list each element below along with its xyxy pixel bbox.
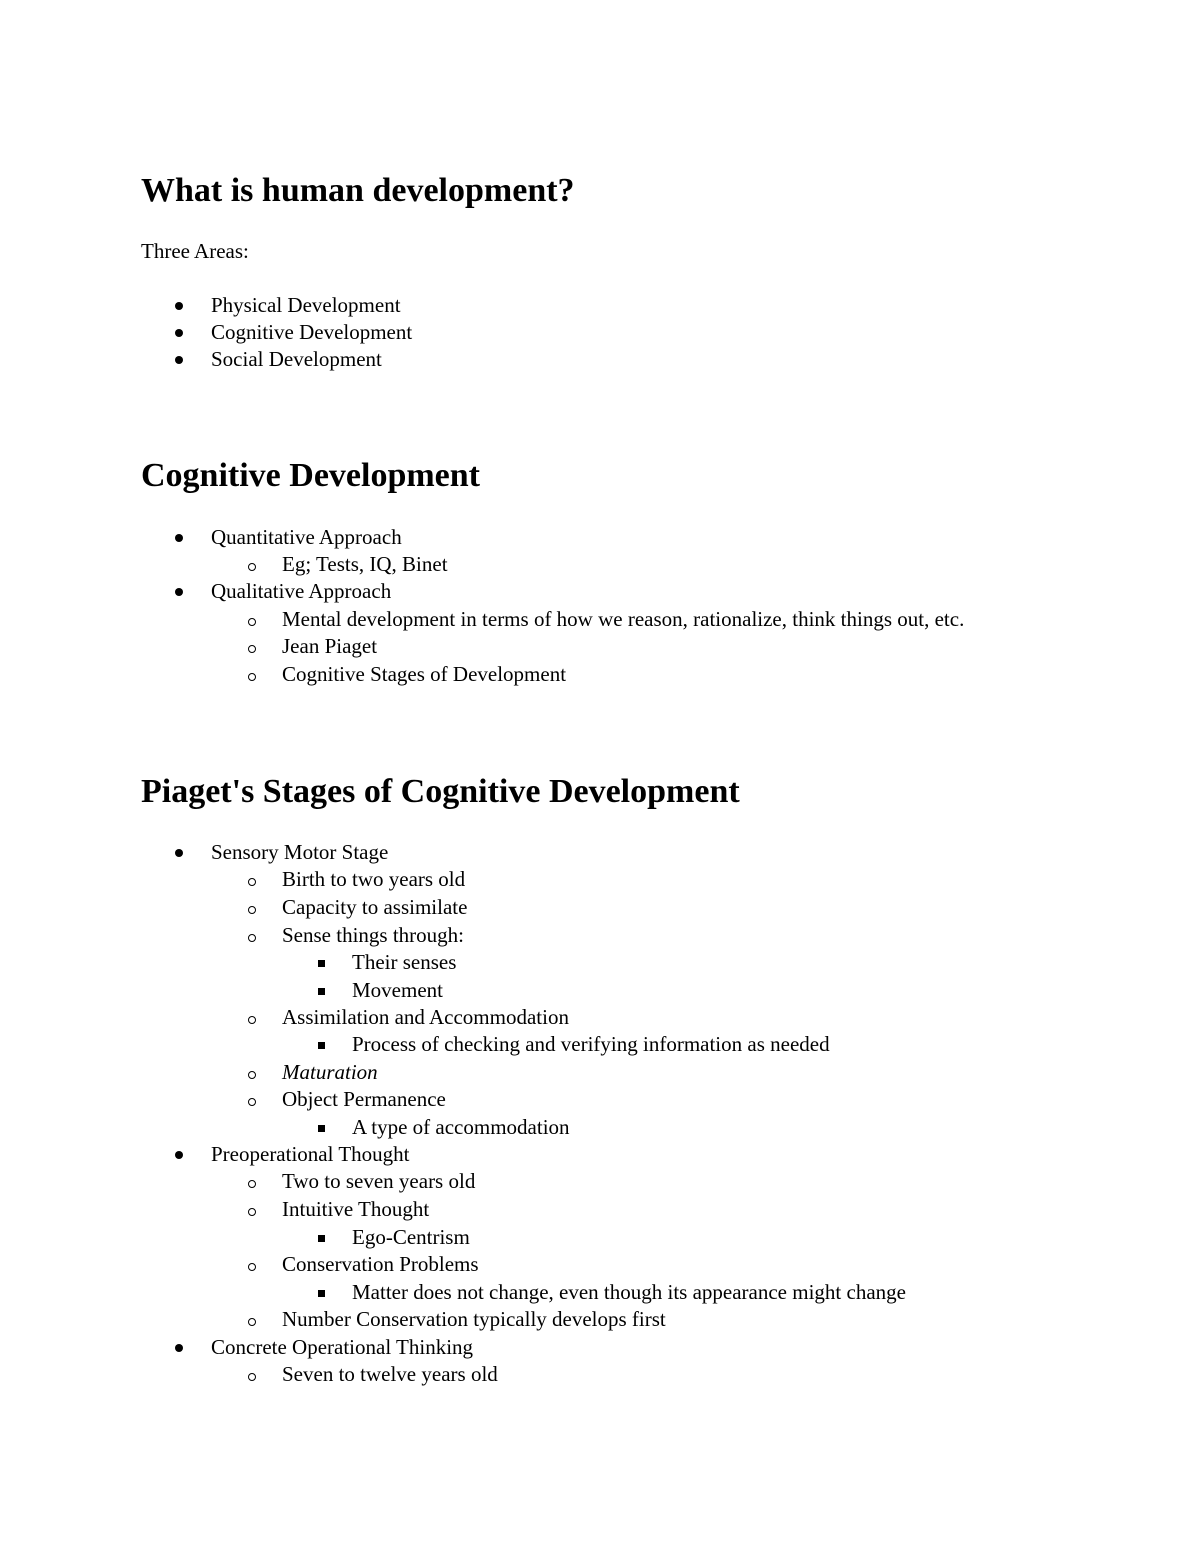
bullet-circle-icon [248,618,256,626]
list-item: Jean Piaget [282,633,377,660]
bullet-square-icon [318,960,325,967]
heading-piaget-stages: Piaget's Stages of Cognitive Development [141,773,740,810]
bullet-circle-icon [248,906,256,914]
bullet-square-icon [318,1235,325,1242]
list-item: Conservation Problems [282,1251,479,1278]
list-item: Assimilation and Accommodation [282,1004,569,1031]
list-item: Eg; Tests, IQ, Binet [282,551,448,578]
bullet-disc-icon [175,849,183,857]
bullet-square-icon [318,1290,325,1297]
heading-cognitive-development: Cognitive Development [141,457,481,494]
bullet-circle-icon [248,1318,256,1326]
bullet-circle-icon [248,1098,256,1106]
bullet-circle-icon [248,673,256,681]
bullet-disc-icon [175,1151,183,1159]
bullet-square-icon [318,988,325,995]
list-item: Capacity to assimilate [282,894,467,921]
list-item: Object Permanence [282,1086,446,1113]
bullet-circle-icon [248,1263,256,1271]
list-item: Intuitive Thought [282,1196,429,1223]
bullet-circle-icon [248,1373,256,1381]
list-item: Mental development in terms of how we reason, rationalize, think things out, etc. [282,606,964,633]
bullet-circle-icon [248,1180,256,1188]
list-item: Social Development [211,346,382,373]
list-item: Concrete Operational Thinking [211,1334,473,1361]
list-item: Maturation [282,1059,378,1086]
list-item: Sensory Motor Stage [211,839,388,866]
list-item: Movement [352,977,443,1004]
list-item: Ego-Centrism [352,1224,470,1251]
list-item: A type of accommodation [352,1114,570,1141]
bullet-disc-icon [175,302,183,310]
list-item: Two to seven years old [282,1168,475,1195]
bullet-disc-icon [175,588,183,596]
bullet-circle-icon [248,645,256,653]
list-item: Preoperational Thought [211,1141,410,1168]
bullet-disc-icon [175,329,183,337]
list-item: Seven to twelve years old [282,1361,498,1388]
bullet-circle-icon [248,934,256,942]
list-item: Birth to two years old [282,866,465,893]
bullet-circle-icon [248,878,256,886]
heading-human-development: What is human development? [141,172,575,209]
list-item: Qualitative Approach [211,578,391,605]
bullet-disc-icon [175,534,183,542]
list-item: Process of checking and verifying information as needed [352,1031,830,1058]
list-item: Cognitive Development [211,319,412,346]
bullet-circle-icon [248,563,256,571]
bullet-disc-icon [175,1344,183,1352]
list-item: Physical Development [211,292,401,319]
bullet-circle-icon [248,1071,256,1079]
list-item: Cognitive Stages of Development [282,661,566,688]
list-item: Quantitative Approach [211,524,402,551]
bullet-square-icon [318,1042,325,1049]
list-item: Sense things through: [282,922,464,949]
bullet-disc-icon [175,356,183,364]
bullet-square-icon [318,1125,325,1132]
list-item: Their senses [352,949,456,976]
three-areas-label: Three Areas: [141,239,249,263]
bullet-circle-icon [248,1016,256,1024]
bullet-circle-icon [248,1208,256,1216]
list-item: Matter does not change, even though its appearance might change [352,1279,906,1306]
list-item: Number Conservation typically develops first [282,1306,666,1333]
